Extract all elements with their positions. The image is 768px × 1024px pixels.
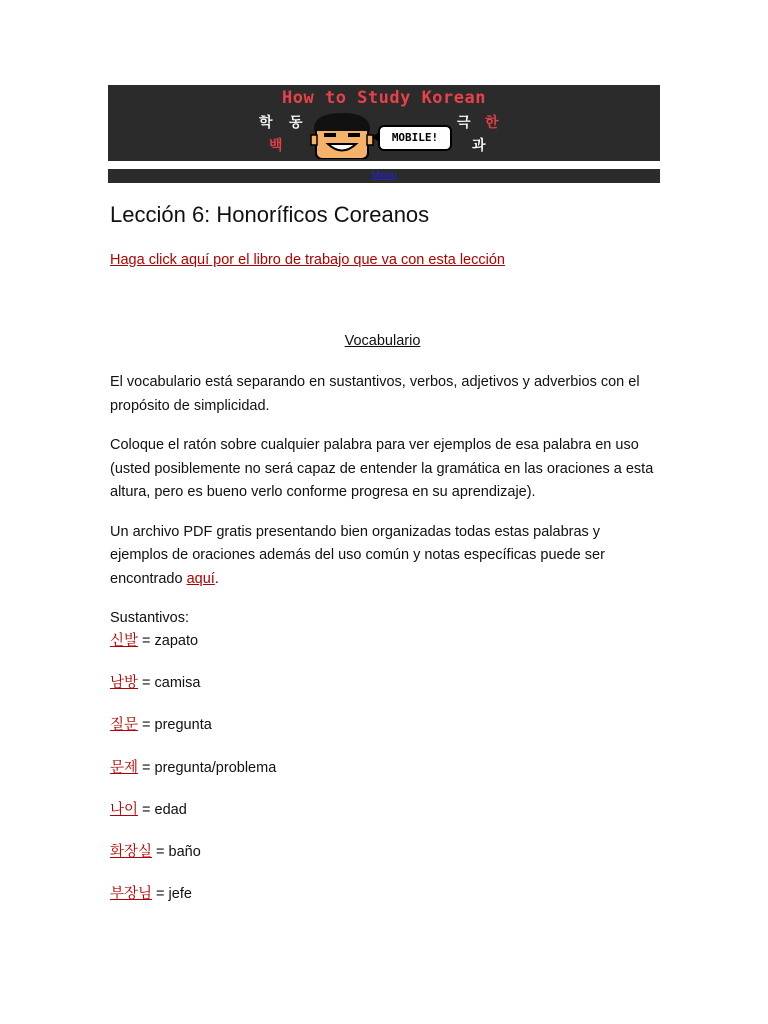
list-item <box>110 672 655 694</box>
vocab-word-link[interactable]: 신발 <box>110 633 139 649</box>
list-item <box>110 714 655 736</box>
section-title-vocabulario: Vocabulario <box>344 333 421 349</box>
list-item <box>110 757 655 779</box>
vocab-meaning: = zapato <box>138 633 199 649</box>
hover-instructions-paragraph: Coloque el ratón sobre cualquier palabra para ver ejemplos de esa palabra en uso (usted posiblemente no será capaz de entender la gramática en las oraciones a esta altura, pero es bueno verlo conforme progresa en su aprendizaje). <box>110 437 654 500</box>
banner-char-gwa: 과 <box>472 138 486 154</box>
nouns-label: Sustantivos: <box>110 610 189 626</box>
list-item <box>110 841 655 863</box>
list-item <box>110 630 655 652</box>
vocab-word-link[interactable]: 화장실 <box>110 843 153 860</box>
mobile-speech-bubble: MOBILE! <box>378 125 452 151</box>
page-title: Lección 6: Honoríficos Coreanos <box>110 202 430 227</box>
workbook-link[interactable]: Haga click aquí por el libro de trabajo que va con esta lección <box>110 252 505 268</box>
pdf-paragraph-end: . <box>214 570 219 587</box>
vocab-meaning: = pregunta/problema <box>138 759 277 776</box>
mascot-face-icon <box>310 113 374 159</box>
list-item <box>110 883 655 905</box>
banner-char-baek: 백 <box>269 138 283 154</box>
vocab-word-link[interactable]: 질문 <box>110 717 139 734</box>
pdf-download-link[interactable]: aquí <box>186 570 215 587</box>
lesson-content <box>110 200 655 925</box>
menu-bar <box>108 169 660 183</box>
banner-char-han: 한 <box>485 115 499 131</box>
vocab-meaning: = jefe <box>152 886 192 903</box>
banner-char-dong: 동 <box>289 115 303 131</box>
vocab-word-link[interactable]: 문제 <box>110 759 139 776</box>
vocab-word-link[interactable]: 나이 <box>110 801 139 818</box>
vocab-word-link[interactable]: 부장님 <box>110 886 153 903</box>
list-item <box>110 799 655 821</box>
pdf-paragraph <box>110 521 655 592</box>
menu-link[interactable]: Menu <box>371 170 397 181</box>
vocab-meaning: = pregunta <box>138 717 212 734</box>
intro-paragraph: El vocabulario está separando en sustantivos, verbos, adjetivos y adverbios con el propósito de simplicidad. <box>110 374 640 414</box>
vocab-meaning: = baño <box>152 843 201 860</box>
vocab-meaning: = edad <box>138 801 187 818</box>
vocab-word-link[interactable]: 남방 <box>110 675 139 692</box>
banner-title: How to Study Korean <box>282 88 486 108</box>
vocab-meaning: = camisa <box>138 675 201 692</box>
banner-char-hak: 학 <box>259 115 273 131</box>
vocab-list <box>110 630 655 905</box>
banner-char-geuk: 극 <box>457 115 471 131</box>
pdf-paragraph-text: Un archivo PDF gratis presentando bien organizadas todas estas palabras y ejemplos de oraciones además del uso común y notas específicas puede ser encontrado <box>110 523 605 587</box>
